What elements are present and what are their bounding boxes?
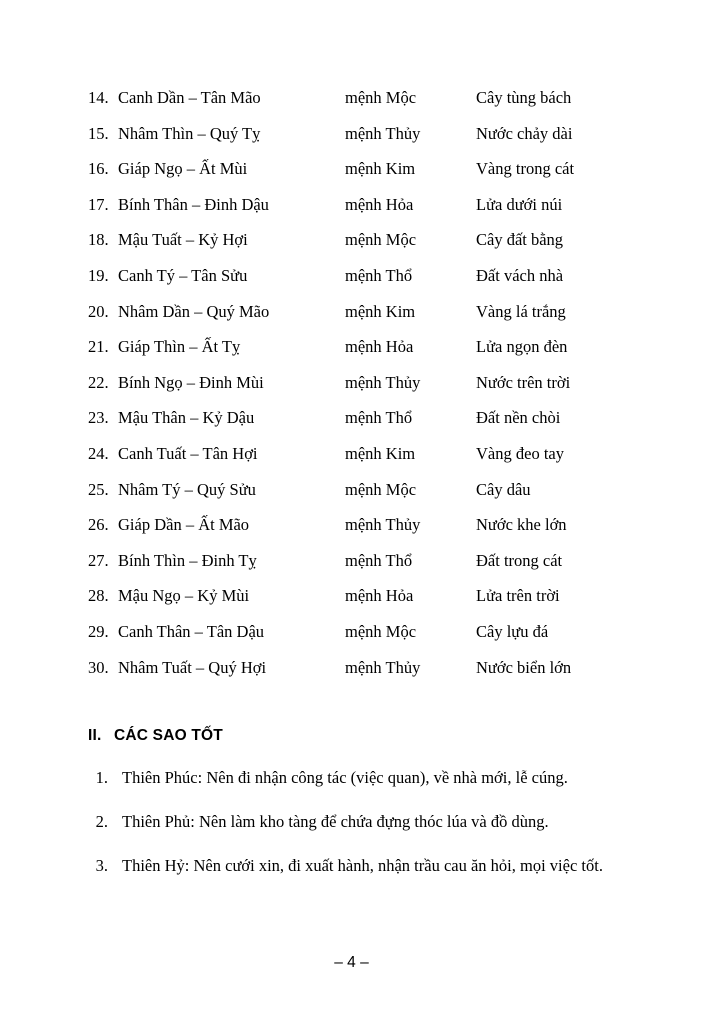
row-canchi: Giáp Dần – Ất Mão (118, 515, 250, 535)
star-name: Thiên Phúc: (122, 768, 203, 788)
row-menh: mệnh Mộc (345, 479, 417, 499)
table-row (88, 436, 633, 472)
section-title: CÁC SAO TỐT (114, 727, 223, 745)
row-canchi: Giáp Ngọ – Ất Mùi (118, 159, 248, 179)
row-canchi: Bính Thân – Đinh Dậu (118, 194, 269, 214)
row-description: Cây đất bằng (476, 230, 564, 250)
row-menh: mệnh Hỏa (345, 586, 414, 606)
row-canchi: Canh Tuất – Tân Hợi (118, 443, 258, 463)
row-index: 30. (88, 657, 109, 677)
row-menh: mệnh Thổ (345, 265, 413, 285)
star-name: Thiên Phủ: (122, 812, 195, 832)
row-index: 26. (88, 515, 109, 535)
row-menh: mệnh Thổ (345, 408, 413, 428)
row-menh: mệnh Kim (345, 443, 416, 463)
star-description: Nên đi nhận công tác (việc quan), về nhà mới, lễ cúng. (202, 768, 568, 788)
row-description: Lửa trên trời (476, 586, 560, 606)
row-canchi: Canh Tý – Tân Sửu (118, 265, 248, 285)
row-canchi: Bính Ngọ – Đinh Mùi (118, 372, 264, 392)
table-row (88, 222, 633, 258)
row-description: Nước trên trời (476, 372, 571, 392)
section-heading (88, 727, 633, 745)
row-index: 21. (88, 337, 109, 357)
row-index: 16. (88, 159, 109, 179)
row-menh: mệnh Thủy (345, 123, 421, 143)
table-row (88, 614, 633, 650)
table-row (88, 294, 633, 330)
list-item (88, 807, 633, 837)
row-description: Lửa ngọn đèn (476, 337, 568, 357)
row-menh: mệnh Kim (345, 301, 416, 321)
row-menh: mệnh Mộc (345, 621, 417, 641)
table-row (88, 80, 633, 116)
row-menh: mệnh Thổ (345, 550, 413, 570)
table-row (88, 472, 633, 508)
row-description: Nước biển lớn (476, 657, 572, 677)
list-item-text (122, 763, 633, 793)
row-canchi: Nhâm Tuất – Quý Hợi (118, 657, 267, 677)
row-index: 25. (88, 479, 109, 499)
row-canchi: Bính Thìn – Đinh Tỵ (118, 550, 257, 570)
list-item (88, 763, 633, 793)
row-description: Vàng trong cát (476, 159, 575, 179)
row-description: Cây lựu đá (476, 621, 549, 641)
row-description: Nước khe lớn (476, 515, 567, 535)
row-canchi: Mậu Tuất – Kỷ Hợi (118, 230, 248, 250)
row-index: 27. (88, 550, 109, 570)
row-description: Vàng lá trắng (476, 301, 566, 321)
row-description: Cây tùng bách (476, 88, 572, 107)
row-description: Vàng đeo tay (476, 443, 564, 463)
list-item-number: 2. (95, 812, 108, 832)
row-index: 18. (88, 230, 109, 250)
row-menh: mệnh Mộc (345, 88, 417, 107)
row-menh: mệnh Thủy (345, 515, 421, 535)
row-description: Cây dâu (476, 479, 531, 499)
row-canchi: Giáp Thìn – Ất Tỵ (118, 337, 241, 357)
row-index: 28. (88, 586, 109, 606)
star-name: Thiên Hỷ: (122, 856, 190, 876)
table-row (88, 507, 633, 543)
star-description: Nên làm kho tàng để chứa đựng thóc lúa và đồ dùng. (194, 812, 549, 832)
row-canchi: Mậu Ngọ – Kỷ Mùi (118, 586, 250, 606)
row-index: 20. (88, 301, 109, 321)
row-canchi: Mậu Thân – Kỷ Dậu (118, 408, 255, 428)
zodiac-table-body (88, 80, 633, 685)
table-row (88, 329, 633, 365)
table-row (88, 400, 633, 436)
page-number: – 4 – (334, 954, 369, 971)
star-list (88, 763, 633, 881)
row-description: Nước chảy dài (476, 123, 573, 143)
row-description: Lửa dưới núi (476, 194, 563, 214)
list-item (88, 851, 633, 881)
row-menh: mệnh Hỏa (345, 337, 414, 357)
list-item-number: 3. (95, 856, 108, 876)
row-menh: mệnh Kim (345, 159, 416, 179)
row-description: Đất trong cát (476, 550, 563, 570)
row-menh: mệnh Mộc (345, 230, 417, 250)
row-index: 23. (88, 408, 109, 428)
row-menh: mệnh Thủy (345, 657, 421, 677)
row-canchi: Nhâm Thìn – Quý Tỵ (118, 123, 261, 143)
list-item-number: 1. (95, 768, 108, 788)
row-index: 14. (88, 88, 109, 107)
row-canchi: Nhâm Dần – Quý Mão (118, 301, 270, 321)
row-index: 15. (88, 123, 109, 143)
row-index: 24. (88, 443, 109, 463)
row-canchi: Nhâm Tý – Quý Sửu (118, 479, 256, 499)
table-row (88, 151, 633, 187)
table-row (88, 578, 633, 614)
list-item-text (122, 851, 633, 881)
table-row (88, 116, 633, 152)
row-index: 19. (88, 265, 109, 285)
row-index: 22. (88, 372, 109, 392)
row-index: 17. (88, 194, 109, 214)
row-canchi: Canh Thân – Tân Dậu (118, 621, 265, 641)
star-description: Nên cưới xin, đi xuất hành, nhận trầu cau ăn hỏi, mọi việc tốt. (189, 856, 603, 876)
list-item-text (122, 807, 633, 837)
row-description: Đất vách nhà (476, 265, 564, 285)
row-canchi: Canh Dần – Tân Mão (118, 88, 261, 107)
row-index: 29. (88, 621, 109, 641)
table-row (88, 650, 633, 686)
row-menh: mệnh Thủy (345, 372, 421, 392)
section-numeral: II. (88, 727, 102, 745)
table-row (88, 543, 633, 579)
table-row (88, 258, 633, 294)
table-row (88, 365, 633, 401)
zodiac-table (88, 80, 633, 685)
row-menh: mệnh Hỏa (345, 194, 414, 214)
table-row (88, 187, 633, 223)
row-description: Đất nền chòi (476, 408, 561, 428)
